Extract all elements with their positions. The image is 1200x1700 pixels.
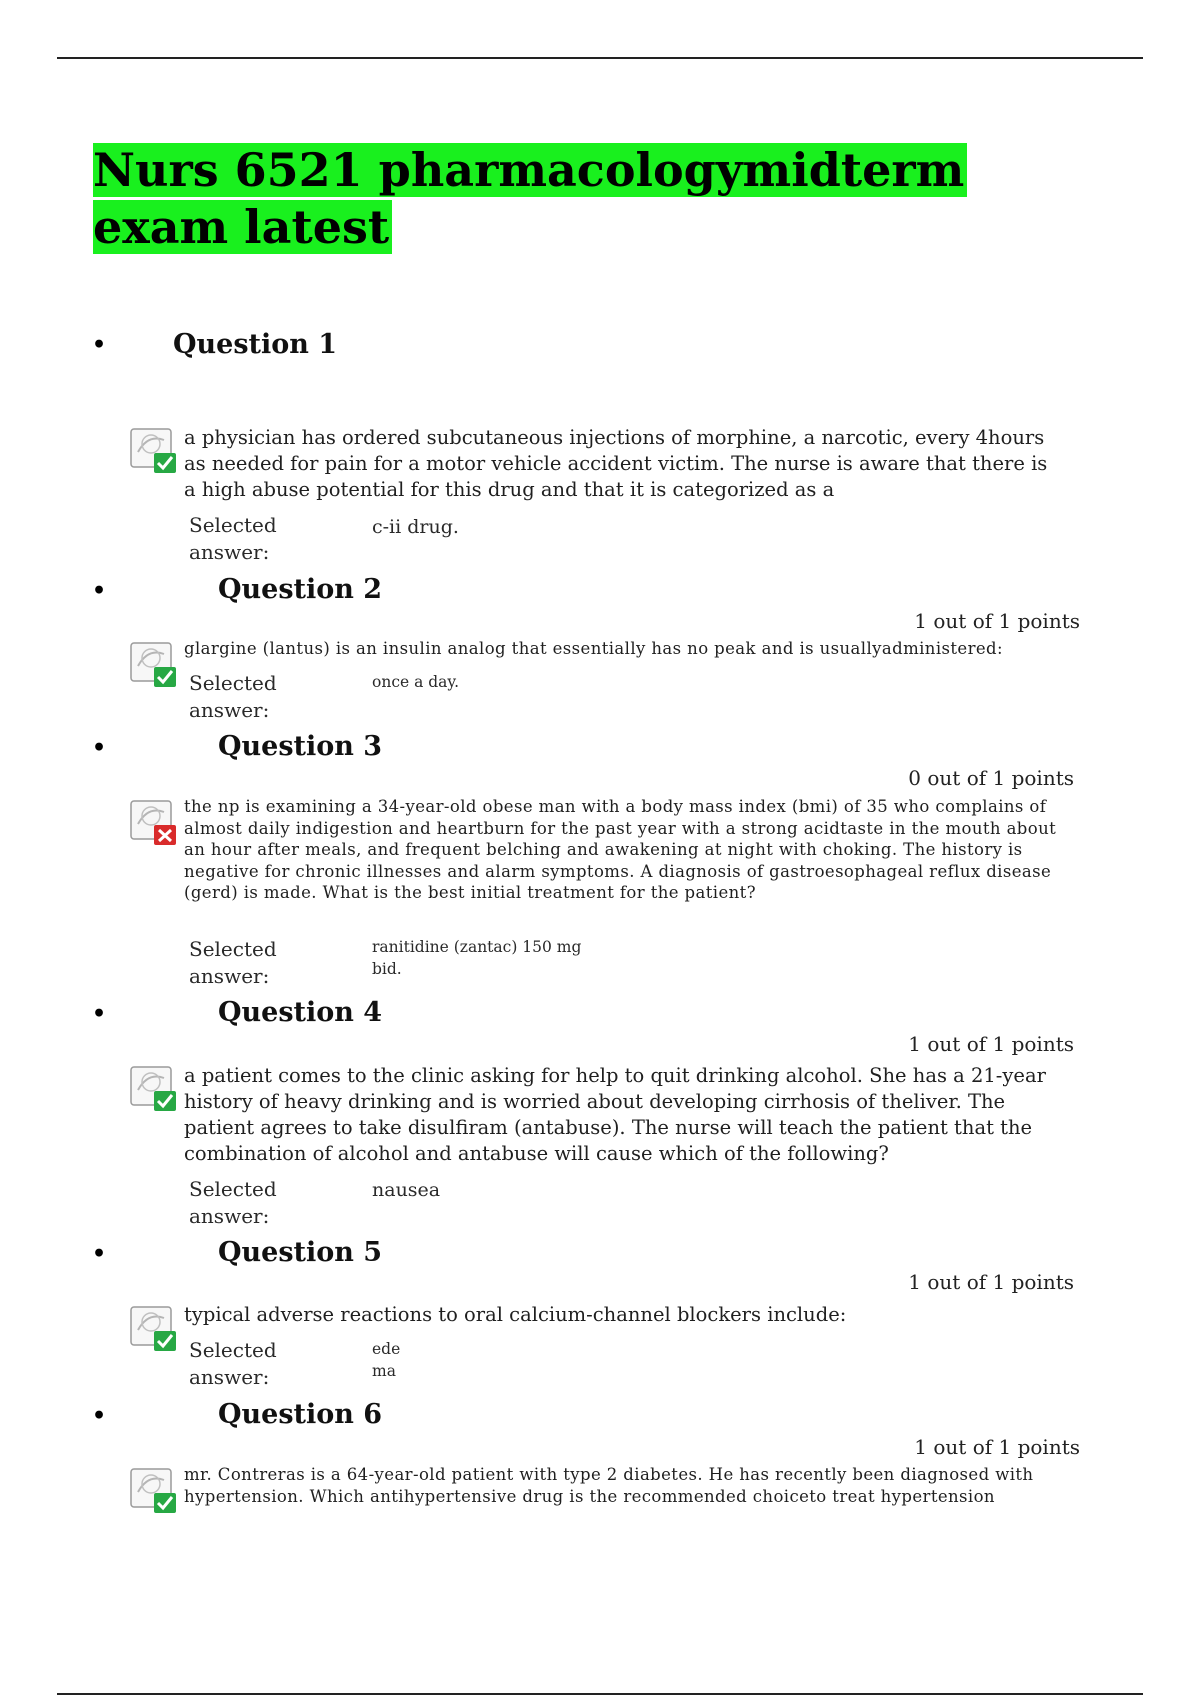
- points-score: 1 out of 1 points: [908, 1032, 1074, 1056]
- selected-answer-value: once a day.: [372, 673, 460, 691]
- page-title: [93, 142, 993, 256]
- question-bullet: •: [92, 1241, 107, 1267]
- question-text: a physician has ordered subcutaneous injections of morphine, a narcotic, every 4hours as needed for pain for a motor vehicle accident victim. The nurse is aware that there is a high abuse potential for this drug and that it is categorized as a: [184, 426, 1048, 501]
- correct-check-icon: [128, 1462, 180, 1516]
- selected-answer-value: nausea: [372, 1179, 441, 1201]
- selected-answer-label: Selected answer:: [189, 671, 277, 722]
- question-bullet: •: [92, 578, 107, 604]
- selected-answer-value: ranitidine (zantac) 150 mg bid.: [372, 938, 582, 978]
- selected-answer-value: c-ii drug.: [372, 516, 459, 538]
- question-heading: Question 2: [218, 574, 383, 605]
- points-score: 0 out of 1 points: [908, 766, 1074, 790]
- question-heading: Question 5: [218, 1237, 383, 1268]
- correct-check-icon: [128, 1300, 180, 1354]
- question-text: typical adverse reactions to oral calcium-channel blockers include:: [184, 1303, 847, 1326]
- question-text: the np is examining a 34-year-old obese man with a body mass index (bmi) of 35 who complains of almost daily indigestion and heartburn for the past year with a strong acidtaste in the mouth about an hour after meals, and frequent belching and awakening at night with choking. The history is negative for chronic illnesses and alarm symptoms. A diagnosis of gastroesophageal reflux disease (gerd) is made. What is the best initial treatment for the patient?: [184, 797, 1057, 902]
- selected-answer-value: ede ma: [372, 1340, 401, 1380]
- question-bullet: •: [92, 1001, 107, 1027]
- question-heading: Question 4: [218, 997, 383, 1028]
- question-text: mr. Contreras is a 64-year-old patient with type 2 diabetes. He has recently been diagnosed with hypertension. Which antihypertensive drug is the recommended choiceto treat hypertension: [184, 1465, 1034, 1506]
- selected-answer-label: Selected answer:: [189, 937, 277, 988]
- selected-answer-label: Selected answer:: [189, 1338, 277, 1389]
- selected-answer-label: Selected answer:: [189, 1177, 277, 1228]
- correct-check-icon: [128, 422, 180, 476]
- points-score: 1 out of 1 points: [914, 1435, 1080, 1459]
- question-text: a patient comes to the clinic asking for help to quit drinking alcohol. She has a 21-year history of heavy drinking and is worried about developing cirrhosis of theliver. The patient agrees to take disulfiram (antabuse). The nurse will teach the patient that the combination of alcohol and antabuse will cause which of the following?: [184, 1064, 1046, 1165]
- incorrect-x-icon: [128, 794, 180, 848]
- top-rule: [57, 57, 1143, 59]
- question-heading: Question 6: [218, 1399, 383, 1430]
- question-heading: Question 3: [218, 731, 383, 762]
- correct-check-icon: [128, 1060, 180, 1114]
- points-score: 1 out of 1 points: [914, 609, 1080, 633]
- question-heading: Question 1: [173, 329, 338, 360]
- question-bullet: •: [92, 332, 107, 358]
- question-text: glargine (lantus) is an insulin analog that essentially has no peak and is usuallyadministered:: [184, 639, 1003, 658]
- question-bullet: •: [92, 1403, 107, 1429]
- selected-answer-label: Selected answer:: [189, 513, 277, 564]
- question-bullet: •: [92, 735, 107, 761]
- bottom-rule: [57, 1693, 1143, 1695]
- correct-check-icon: [128, 636, 180, 690]
- points-score: 1 out of 1 points: [908, 1270, 1074, 1294]
- page-title-text: Nurs 6521 pharmacologymidterm exam latest: [93, 143, 967, 254]
